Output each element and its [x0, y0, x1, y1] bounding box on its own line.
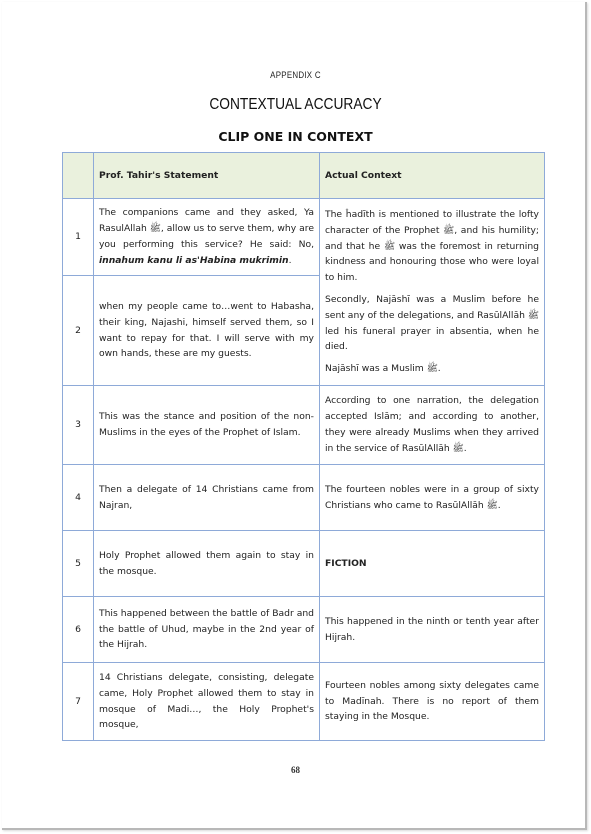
appendix-label: APPENDIX C	[270, 70, 321, 80]
table-row	[63, 386, 545, 465]
table-header-row	[63, 153, 545, 199]
fiction-label: FICTION	[320, 531, 545, 597]
statement-cell: when my people came to…went to Habasha, their king, Najashi, himself served them, so I want to repay for that. I will serve with my own hands, these are my guests.	[94, 276, 320, 386]
statement-text: The companions came and they asked, Ya RasulAllah ﷺ, allow us to serve them, why are you performing this service? He said: No,	[99, 207, 314, 250]
table-row	[63, 465, 545, 531]
table-row	[63, 597, 545, 663]
context-paragraph: Secondly, Najāshī was a Muslim before he sent any of the delegations, and RasūlAllāh ﷺ led his funeral prayer in absentia, when he died.	[325, 293, 539, 353]
page-title: CONTEXTUAL ACCURACY	[209, 96, 382, 113]
header-statement: Prof. Tahir's Statement	[94, 153, 320, 199]
row-number: 4	[63, 465, 94, 531]
statement-cell: This happened between the battle of Badr and the battle of Uhud, maybe in the 2nd year of the Hijrah.	[94, 597, 320, 663]
statement-cell: This was the stance and position of the non-Muslims in the eyes of the Prophet of Islam.	[94, 386, 320, 465]
row-number: 2	[63, 276, 94, 386]
context-cell-merged	[320, 199, 545, 386]
context-cell: Fourteen nobles among sixty delegates came to Madīnah. There is no report of them staying in the Mosque.	[320, 663, 545, 741]
row-number: 5	[63, 531, 94, 597]
statement-emphasis: innahum kanu li as'Habina mukrimin	[99, 254, 289, 266]
statement-cell: Then a delegate of 14 Christians came from Najran,	[94, 465, 320, 531]
row-number: 1	[63, 199, 94, 276]
statement-cell: 14 Christians delegate, consisting, delegate came, Holy Prophet allowed them to stay in mosque of Madi…, the Holy Prophet's mosque,	[94, 663, 320, 741]
row-number: 6	[63, 597, 94, 663]
table-row	[63, 531, 545, 597]
context-cell: According to one narration, the delegation accepted Islām; and according to another, they were already Muslims when they arrived in the service of RasūlAllāh ﷺ.	[320, 386, 545, 465]
context-table	[62, 152, 545, 741]
context-paragraph: Najāshī was a Muslim ﷺ.	[325, 363, 441, 375]
row-number: 3	[63, 386, 94, 465]
page-number: 68	[291, 765, 300, 775]
row-number: 7	[63, 663, 94, 741]
header-context: Actual Context	[320, 153, 545, 199]
context-paragraph: The ĥadīth is mentioned to illustrate the lofty character of the Prophet ﷺ, and his humility; and that he ﷺ was the foremost in returning kindness and honouring those who were loyal to him.	[325, 209, 539, 284]
table-row	[63, 663, 545, 741]
statement-cell	[94, 199, 320, 276]
table-row	[63, 199, 545, 276]
statement-cell: Holy Prophet allowed them again to stay in the mosque.	[94, 531, 320, 597]
context-cell: This happened in the ninth or tenth year after Hijrah.	[320, 597, 545, 663]
section-title: CLIP ONE IN CONTEXT	[218, 129, 373, 144]
context-cell: The fourteen nobles were in a group of sixty Christians who came to RasūlAllāh ﷺ.	[320, 465, 545, 531]
statement-end: .	[288, 254, 292, 266]
header-num	[63, 153, 94, 199]
